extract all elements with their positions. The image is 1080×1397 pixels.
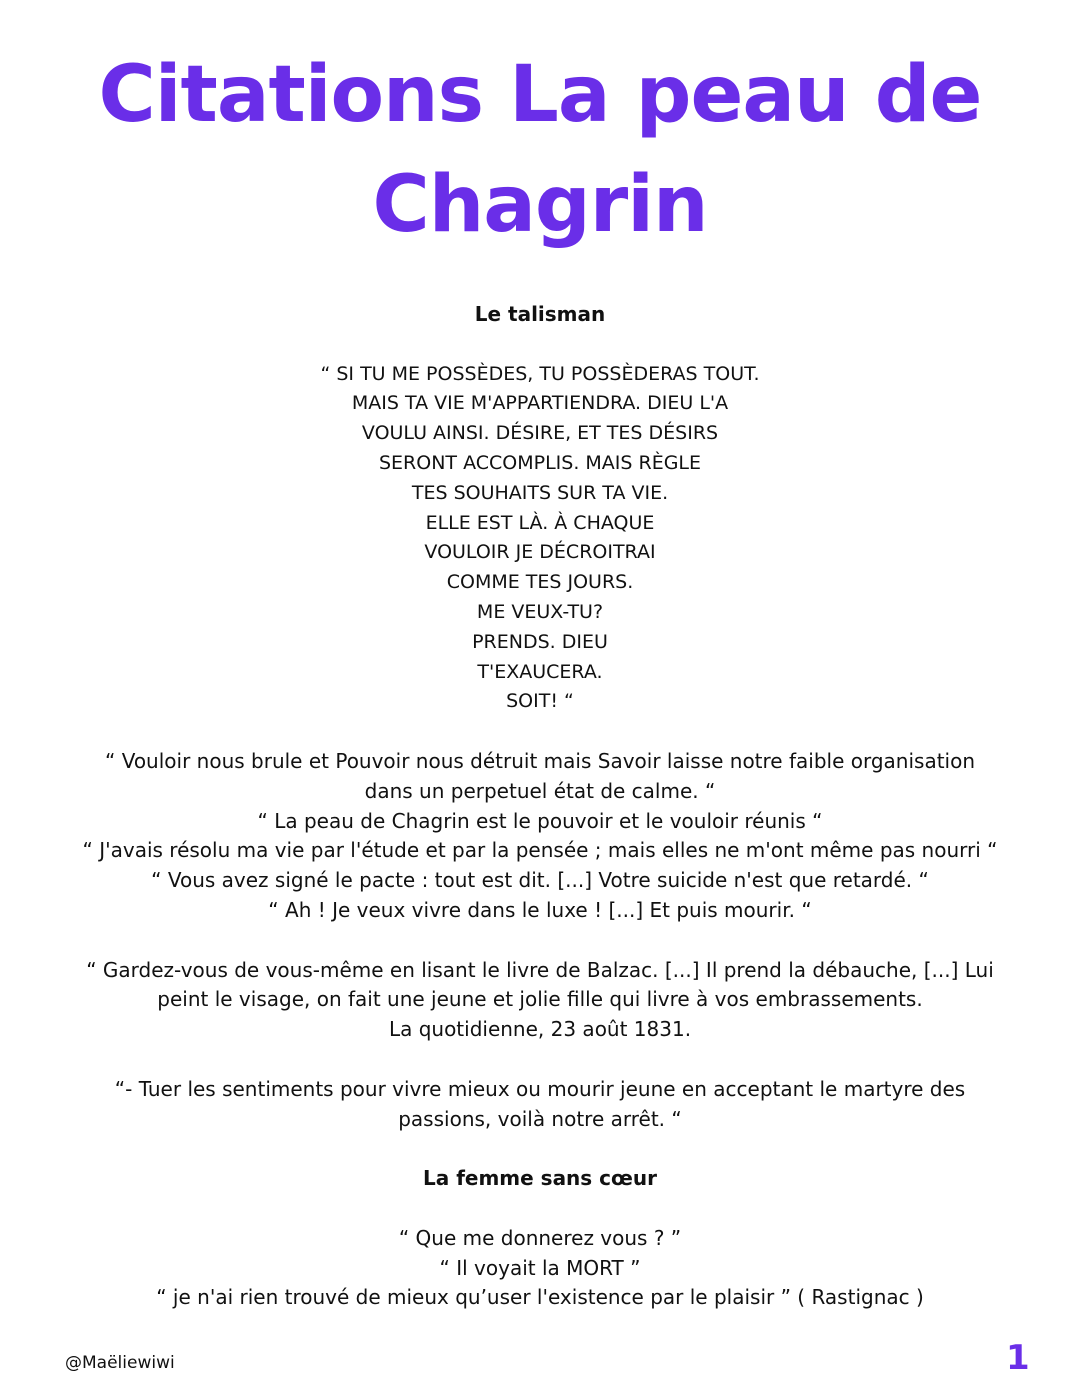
quote-line: “ je n'ai rien trouvé de mieux qu’user l'existence par le plaisir ” ( Rastignac ) xyxy=(156,1285,924,1310)
talisman-inscription xyxy=(60,360,1020,718)
section-heading-femme-sans-coeur: La femme sans cœur xyxy=(422,1166,658,1191)
page-title xyxy=(90,40,990,260)
talisman-line: “ SI TU ME POSSÈDES, TU POSSÈDERAS TOUT. xyxy=(320,362,760,385)
quote-line: “ J'avais résolu ma vie par l'étude et par la pensée ; mais elles ne m'ont même pas nourri “ xyxy=(82,838,998,863)
spacer xyxy=(60,1045,1020,1075)
talisman-line: TES SOUHAITS SUR TA VIE. xyxy=(411,481,669,504)
quote-line: “ La peau de Chagrin est le pouvoir et le vouloir réunis “ xyxy=(257,808,823,833)
section-heading-talisman: Le talisman xyxy=(474,302,606,326)
quote-block xyxy=(60,747,1020,926)
talisman-line: ME VEUX-TU? xyxy=(476,600,604,623)
quote-line: “ Vous avez signé le pacte : tout est dit. [...] Votre suicide n'est que retardé. “ xyxy=(151,868,929,893)
talisman-line: ELLE EST LÀ. À CHAQUE xyxy=(425,511,655,534)
femme-quote-block xyxy=(60,1224,1020,1313)
page-title-line-2: Chagrin xyxy=(372,160,708,250)
quote-line: “ Gardez-vous de vous-même en lisant le livre de Balzac. [...] Il prend la débauche, [...] Lui xyxy=(86,957,994,982)
quote-line: “ Ah ! Je veux vivre dans le luxe ! [...] Et puis mourir. “ xyxy=(268,897,812,922)
talisman-line: PRENDS. DIEU xyxy=(472,630,608,653)
quote-line: “- Tuer les sentiments pour vivre mieux ou mourir jeune en acceptant le martyre des xyxy=(114,1076,966,1101)
quote-line: “ Que me donnerez vous ? ” xyxy=(398,1225,682,1250)
talisman-line: COMME TES JOURS. xyxy=(446,571,634,594)
talisman-line: MAIS TA VIE M'APPARTIENDRA. DIEU L'A xyxy=(351,392,729,415)
author-handle: @Maëliewiwi xyxy=(65,1353,175,1373)
talisman-line: SOIT! “ xyxy=(506,690,574,713)
page-title-line-1: Citations La peau de xyxy=(98,50,982,140)
spacer xyxy=(60,330,1020,360)
verdict-quote-block xyxy=(60,1075,1020,1135)
talisman-line: VOULU AINSI. DÉSIRE, ET TES DÉSIRS xyxy=(361,422,719,445)
spacer xyxy=(60,926,1020,956)
talisman-line: SERONT ACCOMPLIS. MAIS RÈGLE xyxy=(378,451,702,474)
spacer xyxy=(60,1194,1020,1224)
spacer xyxy=(60,717,1020,747)
talisman-line: T'EXAUCERA. xyxy=(477,660,603,683)
quote-line: peint le visage, on fait une jeune et jolie fille qui livre à vos embrassements. xyxy=(157,987,923,1012)
spacer xyxy=(60,1134,1020,1164)
quote-line: passions, voilà notre arrêt. “ xyxy=(398,1106,682,1131)
talisman-line: VOULOIR JE DÉCROITRAI xyxy=(424,541,656,564)
quote-line: “ Il voyait la MORT ” xyxy=(439,1255,641,1280)
page-number: 1 xyxy=(1006,1338,1030,1378)
quote-source: La quotidienne, 23 août 1831. xyxy=(388,1017,692,1042)
document-body xyxy=(60,300,1020,1313)
balzac-quote-block xyxy=(60,956,1020,1045)
quote-line: “ Vouloir nous brule et Pouvoir nous détruit mais Savoir laisse notre faible organisation xyxy=(104,748,976,773)
quote-line: dans un perpetuel état de calme. “ xyxy=(364,778,716,803)
